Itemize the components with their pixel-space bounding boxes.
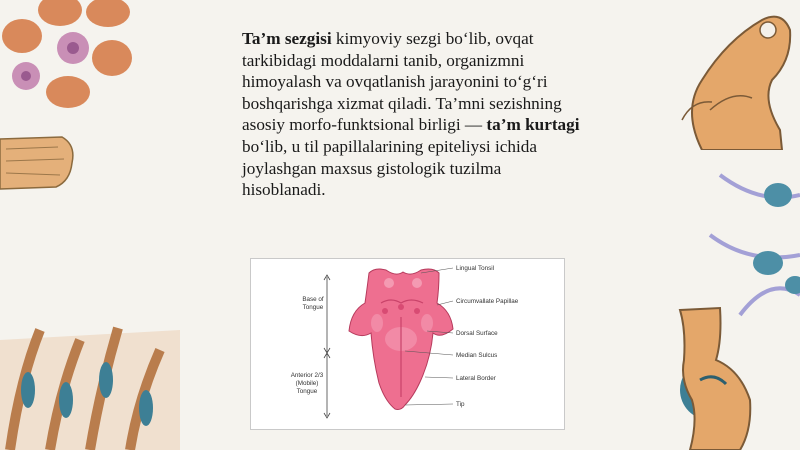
label-anterior-line1: Anterior 2/3 [290, 372, 324, 379]
label-lingual-tonsil: Lingual Tonsil [456, 265, 495, 272]
term-taste-sense: Ta’m sezgisi [242, 29, 332, 48]
paragraph-text-2: bo‘lib, u til papillalarining epiteliysi ichida joylashgan maxsus gistologik tuzilma hisoblanadi. [242, 136, 537, 200]
red-cell-shape [86, 0, 130, 27]
label-base-line2: Tongue [302, 304, 324, 311]
muscle-fibers-decoration [0, 320, 180, 450]
label-dorsal-surface: Dorsal Surface [456, 330, 498, 337]
tongue-diagram-svg [251, 259, 564, 429]
label-circumvallate-papillae: Circumvallate Papillae [456, 298, 519, 305]
red-cell-shape [46, 76, 90, 108]
label-median-sulcus: Median Sulcus [456, 352, 498, 359]
tongue-diagram [250, 258, 565, 430]
bone-decoration [0, 135, 80, 190]
red-cell-shape [38, 0, 82, 26]
blood-cells-decoration [0, 0, 140, 120]
label-tip: Tip [456, 401, 465, 408]
knee-joint-decoration [660, 300, 800, 450]
white-cell-nucleus [67, 42, 79, 54]
white-cell-nucleus [21, 71, 31, 81]
paragraph-text-1: kimyoviy sezgi bo‘lib, ovqat tarkibidagi moddalarni tanib, organizmni himoyalash va ovqatlanish jarayonini to‘g‘ri boshqarishga xizmat qiladi. Ta’mni sezishning asosiy morfo-funktsional birligi — [242, 29, 562, 135]
red-cell-shape [92, 40, 132, 76]
red-cell-shape [2, 19, 42, 53]
label-base-line1: Base of [302, 296, 324, 303]
body-paragraph [242, 28, 587, 201]
term-taste-bud: ta’m kurtagi [486, 115, 580, 135]
label-anterior-line2: (Mobile) [295, 380, 319, 387]
arm-muscle-decoration [672, 0, 800, 150]
label-lateral-border: Lateral Border [456, 375, 496, 382]
label-anterior-line3: Tongue [296, 388, 318, 395]
